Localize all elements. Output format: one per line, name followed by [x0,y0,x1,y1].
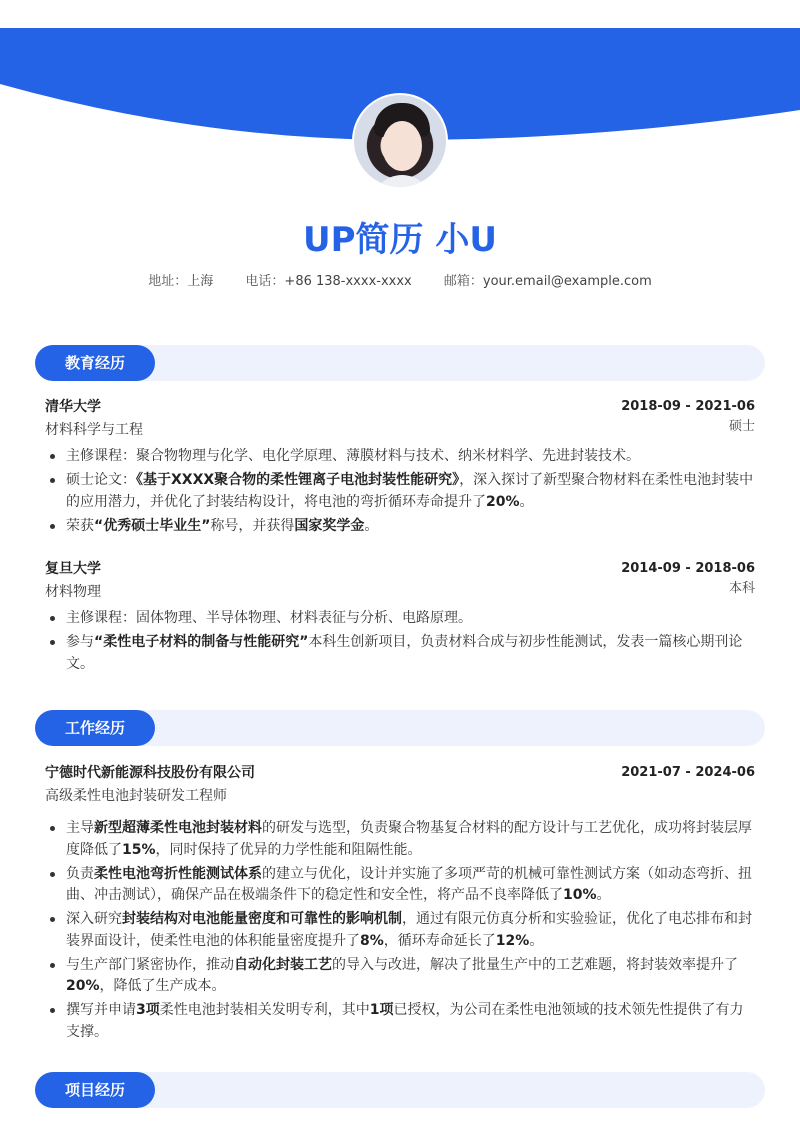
avatar-photo [352,93,448,189]
text-segment: 。 [364,517,379,534]
list-item [45,864,755,907]
degree: 硕士 [728,419,755,434]
text-segment: ，同时保持了优异的力学性能和阻隔性能。 [155,841,422,858]
text-segment: ，深入探讨了新型聚合物材料在柔性电池封装中的应用潜力，并优化了封装结构设计，将电池的弯折循环寿命提升了 [66,472,754,510]
text-segment: 《基于XXXX聚合物的柔性锂离子电池封装性能研究》 [136,472,460,488]
text-segment: 的导入与改进，解决了批量生产中的工艺难题，将封装效率提升了 [332,956,738,973]
list-item [45,909,755,952]
education-entry [45,396,755,540]
list-item [45,446,755,468]
role: 材料科学与工程 [45,422,143,438]
text-segment: 15% [122,841,156,858]
text-segment: 荣获 [66,517,94,534]
text-segment: ，降低了生产成本。 [99,978,226,994]
text-segment: 8% [360,932,384,949]
list-item [45,955,755,998]
text-segment: ，循环寿命延长了 [383,932,496,949]
contact-phone: 电话：+86 138-xxxx-xxxx [245,274,412,289]
text-segment: 3项 [136,1002,160,1018]
text-segment: 柔性电池弯折性能测试体系 [94,865,262,882]
section-title: 工作经历 [35,710,155,746]
role: 材料物理 [45,584,101,600]
text-segment: “柔性电子材料的制备与性能研究” [94,634,309,650]
text-segment: 1项 [369,1002,394,1018]
text-segment: 。 [596,887,611,903]
work-entry [45,762,755,1046]
list-item [45,470,755,513]
contact-address: 地址：上海 [148,274,214,289]
bullet-list [45,818,755,1043]
text-segment: 10% [563,887,597,903]
text-segment: 国家奖学金 [294,517,365,534]
text-segment: 。 [519,493,534,510]
degree: 本科 [728,581,755,596]
section-header-work [35,710,765,746]
text-segment: 负责 [66,865,94,882]
text-segment: 20% [66,978,100,994]
date-range: 2018-09 - 2021-06 [621,399,755,414]
text-segment: 参与 [66,634,94,650]
list-item [45,818,755,861]
section-title: 项目经历 [35,1072,155,1108]
text-segment: 柔性电池封装相关发明专利，其中 [159,1002,370,1018]
text-segment: 主导 [66,820,94,836]
text-segment: 的研发与选型，负责聚合物基复合材料的配方设计与工艺优化，成功将封装层厚度降低了 [66,820,752,858]
bullet-list [45,608,755,675]
text-segment: 本科生创新项目，负责材料合成与初步性能测试，发表一篇核心期刊论文。 [66,634,743,672]
text-segment: 12% [495,932,530,949]
role: 高级柔性电池封装研发工程师 [45,788,227,804]
text-segment: 的建立与优化，设计并实施了多项严苛的机械可靠性测试方案（如动态弯折、扭曲、冲击测试），确保产品在极端条件下的稳定性和安全性，将产品不良率降低了 [66,865,752,903]
text-segment: 与生产部门紧密协作，推动 [66,956,234,973]
section-header-projects [35,1072,765,1108]
list-item [45,516,755,538]
text-segment: ，通过有限元仿真分析和实验验证，优化了电芯排布和封装界面设计，使柔性电池的体积能量密度提升了 [66,911,752,949]
contact-email: 邮箱：your.email@example.com [443,274,652,289]
bullet-list [45,446,755,537]
section-title: 教育经历 [35,345,155,381]
text-segment: 主修课程：固体物理、半导体物理、材料表征与分析、电路原理。 [66,610,472,626]
text-segment: 称号，并获得 [210,517,295,534]
organization: 复旦大学 [45,561,101,577]
section-header-education [35,345,765,381]
list-item [45,632,755,675]
text-segment: 自动化封装工艺 [234,956,332,973]
organization: 宁德时代新能源科技股份有限公司 [45,765,255,781]
text-segment: 深入研究 [66,911,122,927]
text-segment: 新型超薄柔性电池封装材料 [94,820,262,836]
text-segment: 已授权，为公司在柔性电池领域的技术领先性提供了有力支撑。 [66,1002,744,1040]
organization: 清华大学 [45,399,101,415]
date-range: 2014-09 - 2018-06 [621,561,755,576]
list-item [45,1000,755,1043]
text-segment: 主修课程：聚合物物理与化学、电化学原理、薄膜材料与技术、纳米材料学、先进封装技术。 [66,448,640,464]
text-segment: 20% [486,493,520,510]
text-segment: 撰写并申请 [66,1002,136,1018]
text-segment: 硕士论文： [66,472,136,488]
education-entry [45,558,755,678]
text-segment: 封装结构对电池能量密度和可靠性的影响机制 [122,911,402,927]
resume-name: UP简历 小U [303,220,497,260]
contact-line [0,270,800,289]
list-item [45,608,755,630]
text-segment: 。 [529,932,544,949]
date-range: 2021-07 - 2024-06 [621,765,755,780]
text-segment: “优秀硕士毕业生” [94,517,211,534]
